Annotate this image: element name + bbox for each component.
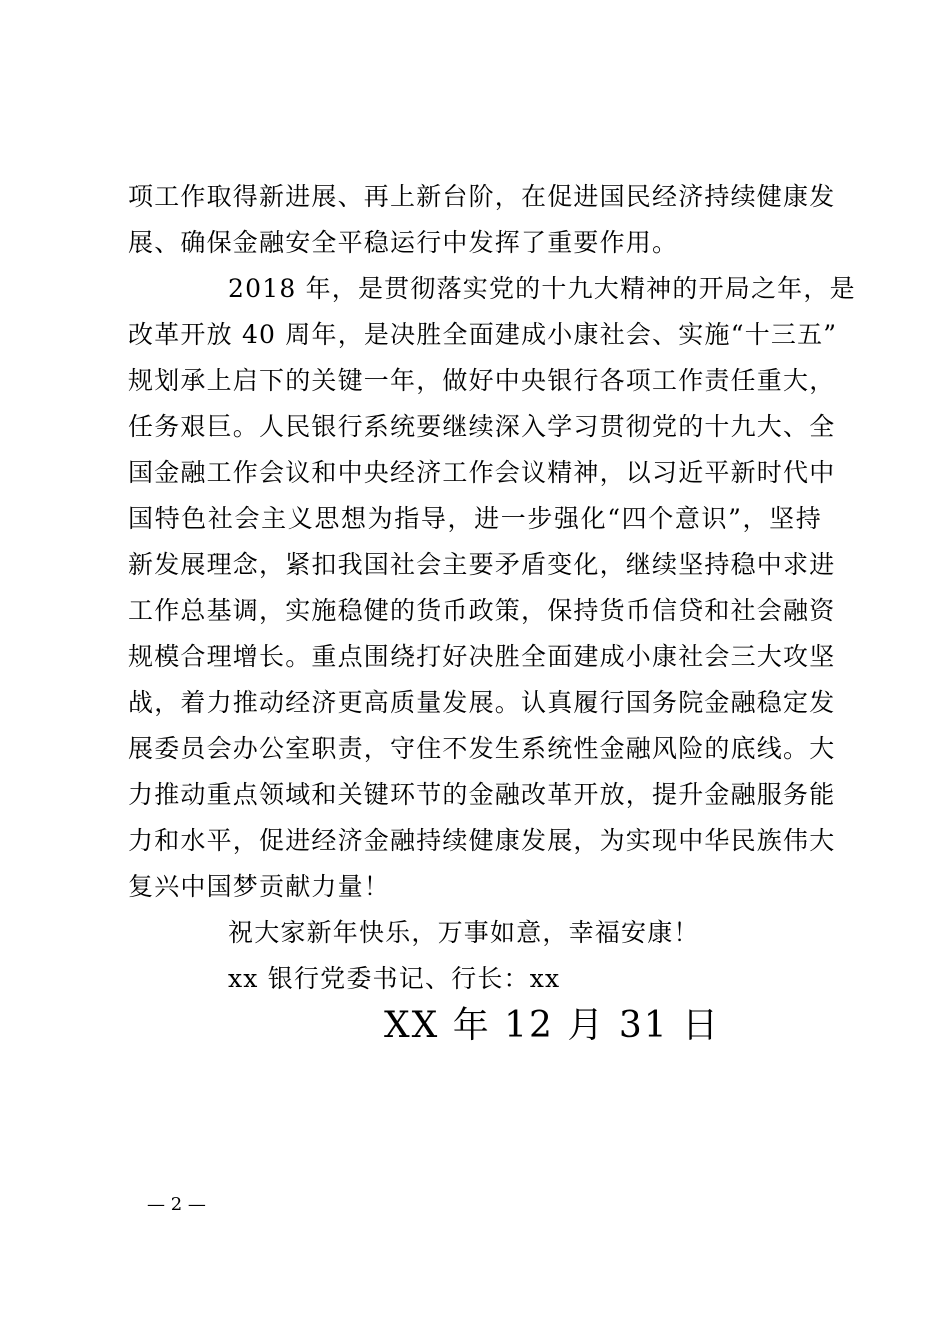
body-text-line: 规模合理增长。重点围绕打好决胜全面建成小康社会三大攻坚 [128,642,836,671]
greeting: 祝大家新年快乐，万事如意，幸福安康！ [228,918,700,947]
body-text-line: 展、确保金融安全平稳运行中发挥了重要作用。 [128,228,679,257]
signature: xx 银行党委书记、行长：xx [228,964,561,993]
body-text-line: 项工作取得新进展、再上新台阶，在促进国民经济持续健康发 [128,182,836,211]
body-text-line: 复兴中国梦贡献力量！ [128,872,391,901]
body-text-line: 国特色社会主义思想为指导，进一步强化“四个意识”，坚持 [128,504,822,533]
body-text-line: 力和水平，促进经济金融持续健康发展，为实现中华民族伟大 [128,826,836,855]
body-text-line: 工作总基调，实施稳健的货币政策，保持货币信贷和社会融资 [128,596,836,625]
body-text-line: 国金融工作会议和中央经济工作会议精神，以习近平新时代中 [128,458,836,487]
body-text-line: 规划承上启下的关键一年，做好中央银行各项工作责任重大， [128,366,836,395]
document-date: XX 年 12 月 31 日 [384,1005,721,1046]
body-text-line: 新发展理念，紧扣我国社会主要矛盾变化，继续坚持稳中求进 [128,550,836,579]
body-text-line: 展委员会办公室职责，守住不发生系统性金融风险的底线。大 [128,734,836,763]
body-text-line: 任务艰巨。人民银行系统要继续深入学习贯彻党的十九大、全 [128,412,836,441]
paragraph-first-line: 2018 年，是贯彻落实党的十九大精神的开局之年，是 [228,274,856,303]
page-number: — 2 — [147,1194,206,1215]
body-text-line: 力推动重点领域和关键环节的金融改革开放，提升金融服务能 [128,780,836,809]
body-text-line: 战，着力推动经济更高质量发展。认真履行国务院金融稳定发 [128,688,836,717]
body-text-line: 改革开放 40 周年，是决胜全面建成小康社会、实施“十三五” [128,320,838,349]
